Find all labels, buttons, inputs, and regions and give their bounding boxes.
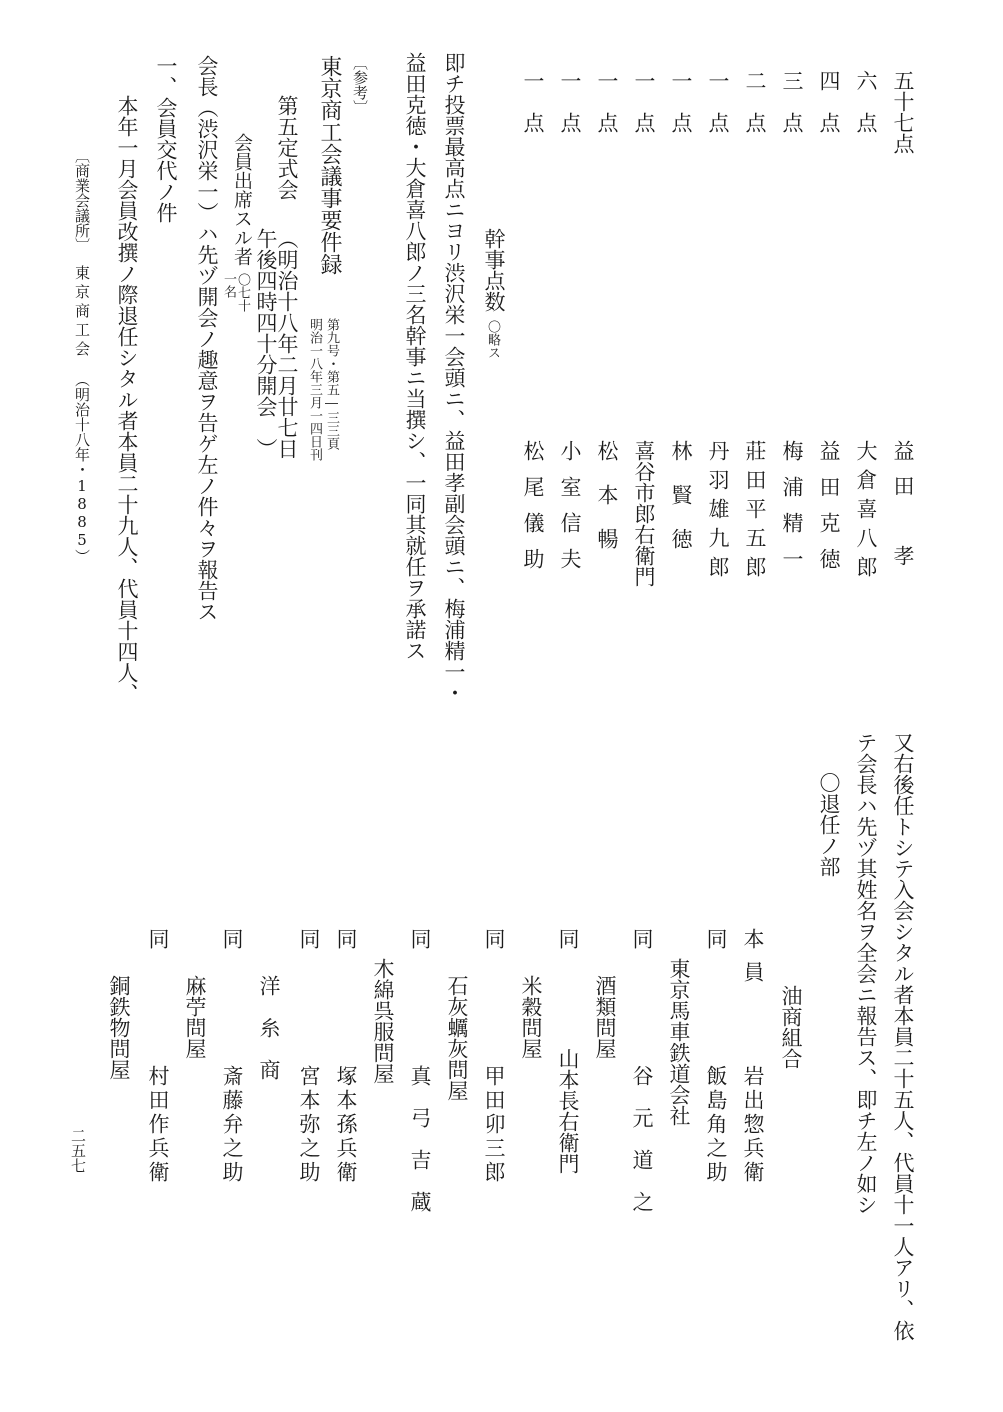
member-trade: 油商組合 [779, 985, 803, 1069]
member-trade: 東京馬車鉄道会社 [667, 958, 691, 1126]
member-trade: 酒類問屋 [593, 975, 617, 1059]
vote-points-4: 三 点 [780, 70, 804, 133]
vote-points-1: 五十七点 [891, 70, 915, 154]
member-role: 同 [297, 928, 321, 949]
member-name: 斎藤弁之助 [220, 1065, 244, 1185]
meeting-date-2: 午後四時四十分開会 ） [254, 228, 278, 459]
member-name: 岩出惣兵衛 [741, 1065, 765, 1185]
member-trade: 石灰蠣灰問屋 [445, 975, 469, 1101]
member-name: 飯島角之助 [704, 1065, 728, 1185]
running-head-period: （明治十八年・1885） [73, 372, 91, 564]
reference-title: 東京商工会議事要件録 [317, 55, 342, 275]
vote-name-8: 喜谷市郎右衛門 [632, 440, 656, 587]
election-line-2: 益田克徳・大倉喜八郎ノ三名幹事ニ当撰シ、一同其就任ヲ承諾ス [403, 52, 427, 661]
continuation-line-1: 又右後任トシテ入会シタル者本員二十五人、代員十一人アリ、依 [891, 732, 915, 1341]
vote-points-8: 一 点 [632, 70, 656, 133]
member-name: 山本長右衛門 [556, 1048, 580, 1174]
running-head-label: 〔商業会議所〕 [73, 148, 91, 253]
vote-name-4: 梅浦精一 [780, 440, 804, 584]
member-role: 同 [220, 928, 244, 949]
vote-name-10: 小室信夫 [558, 440, 582, 584]
secretary-votes-label: 幹事点数 [482, 228, 506, 312]
vote-name-3: 益田克徳 [817, 440, 841, 584]
member-trade: 木綿呉服問屋 [371, 958, 395, 1084]
continuation-line-2: テ会長ハ先ヅ其姓名ヲ全会ニ報告ス、即チ左ノ如シ [854, 732, 878, 1215]
page-number: 二五七 [69, 1128, 87, 1173]
member-trade: 米穀問屋 [519, 975, 543, 1059]
member-role: 本員 [741, 928, 765, 994]
chair-statement: 会長（渋沢栄一）ハ先ヅ開会ノ趣意ヲ告ゲ左ノ件々ヲ報告ス [195, 55, 219, 622]
reference-source-2: 明治一八年三月一四日刊 [307, 318, 322, 461]
attendance-label: 会員出席スル者 [231, 133, 253, 266]
vote-points-7: 一 点 [669, 70, 693, 133]
vote-name-1: 益田 孝 [891, 440, 915, 580]
vote-points-9: 一 点 [595, 70, 619, 133]
election-line-1: 即チ投票最高点ニヨリ渋沢栄一会頭ニ、益田孝副会頭ニ、梅浦精一・ [442, 52, 466, 703]
vote-points-10: 一 点 [558, 70, 582, 133]
retirement-section-heading: 〇退任ノ部 [817, 772, 841, 877]
member-role: 同 [704, 928, 728, 949]
meeting-date-1: （明治十八年二月廿七日 [275, 228, 299, 459]
item-heading: 一、会員交代ノ件 [154, 55, 178, 223]
member-trade: 銅鉄物問屋 [107, 975, 131, 1080]
vote-name-11: 松尾儀助 [521, 440, 545, 584]
member-trade: 麻苧問屋 [183, 975, 207, 1059]
vote-name-2: 大倉喜八郎 [854, 440, 878, 585]
member-role: 同 [482, 928, 506, 949]
vote-name-5: 莊田平五郎 [743, 440, 767, 585]
vote-points-2: 六 点 [854, 70, 878, 133]
reference-tag: 〔参考〕 [351, 55, 369, 115]
member-name: 谷 元 道 之 [630, 1065, 654, 1212]
member-role: 同 [146, 928, 170, 949]
secretary-votes-omitted: 〇略ス [485, 320, 500, 359]
attendance-num-bottom: 一名 [221, 272, 236, 298]
running-head-org: 東京商工会 [73, 265, 91, 360]
reference-source-1: 第九号・第五―三三頁 [324, 318, 339, 450]
member-role: 同 [630, 928, 654, 949]
vote-name-9: 松 本 暢 [595, 440, 619, 550]
member-name: 宮本弥之助 [297, 1065, 321, 1185]
attendance-num-top: 〇七十 [235, 273, 250, 312]
vote-points-5: 二 点 [743, 70, 767, 133]
vote-name-7: 林 賢 徳 [669, 440, 693, 550]
member-name: 真 弓 吉 蔵 [408, 1065, 432, 1212]
vote-name-6: 丹羽雄九郎 [706, 440, 730, 585]
member-name: 村田作兵衛 [146, 1065, 170, 1185]
meeting-title: 第五定式会 [275, 95, 299, 200]
member-role: 同 [556, 928, 580, 949]
member-name: 甲田卯三郎 [482, 1065, 506, 1185]
member-role: 同 [334, 928, 358, 949]
vote-points-6: 一 点 [706, 70, 730, 133]
vote-points-11: 一 点 [521, 70, 545, 133]
member-name: 塚本孫兵衛 [334, 1065, 358, 1185]
member-trade: 洋 糸 商 [257, 975, 281, 1080]
vote-points-3: 四 点 [817, 70, 841, 133]
item-text-1: 本年一月会員改撰ノ際退任シタル者本員二十九人、代員十四人、 [115, 95, 139, 704]
member-role: 同 [408, 928, 432, 949]
